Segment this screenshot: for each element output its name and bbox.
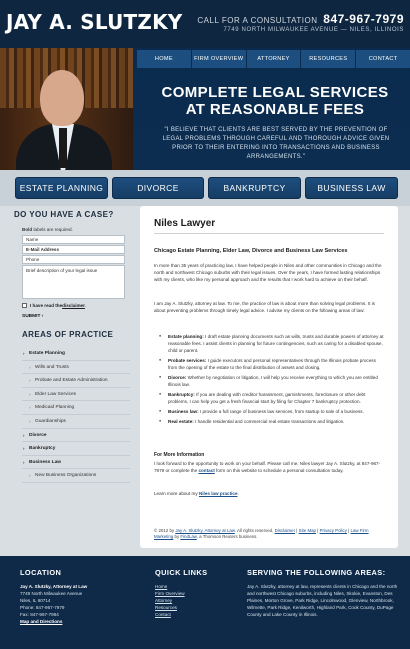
service-description: Whether by negotiation or litigation, I will help you receive everything to which you are entitled Illinois law. [168, 375, 378, 388]
service-bullet [164, 408, 386, 415]
disclaimer-footer-link[interactable]: Disclaimer [274, 528, 296, 533]
nav-firm-overview[interactable]: FIRM OVERVIEW [192, 50, 246, 68]
nav-contact[interactable]: CONTACT [356, 50, 410, 68]
service-bullet [164, 418, 386, 425]
about-paragraph: I am Jay A. Slutzky, attorney at law. To me, the practice of law is about more than solving legal problems. It is about preventing problems through timely legal advice. I advise my clients on the following areas of law: [154, 301, 375, 314]
contact-link[interactable]: contact [198, 468, 215, 474]
privacy-policy-link[interactable]: Privacy Policy [319, 528, 347, 533]
service-bullet [164, 333, 386, 355]
phone-field[interactable]: Phone [22, 255, 125, 264]
footer-service-areas [247, 568, 401, 618]
consultation-callout [197, 12, 404, 26]
location-fax: Fax: 847-967-7984 [20, 612, 59, 617]
copyright-text-d: , a Thomson Reuters business. [196, 534, 258, 540]
copyright-text-b: . All rights reserved. [234, 528, 275, 533]
service-term: Probate services: [168, 358, 207, 364]
content-card [140, 206, 398, 548]
chevron-right-icon: › [29, 378, 31, 384]
practice-area-item[interactable] [22, 429, 130, 443]
footer-link-resources[interactable]: Resources [155, 605, 177, 610]
practice-area-label: Business Law [29, 459, 61, 465]
practice-area-item[interactable] [22, 456, 130, 470]
required-note-rest: labels are required. [32, 227, 73, 232]
areas-of-practice-list [22, 347, 130, 483]
page-title: Niles Lawyer [154, 218, 216, 229]
location-city: Niles, IL 60714 [20, 598, 51, 603]
site-map-link[interactable]: Site Map [298, 528, 316, 533]
submit-button[interactable]: SUBMIT › [22, 314, 44, 319]
chevron-right-icon: › [29, 418, 31, 424]
practice-area-label: Estate Planning [29, 351, 65, 356]
business-law-button[interactable]: BUSINESS LAW [305, 177, 398, 199]
disclaimer-checkbox[interactable] [22, 303, 27, 308]
service-bullet [164, 357, 386, 371]
chevron-right-icon: › [29, 405, 31, 411]
learn-more-paragraph [154, 490, 386, 497]
copyright-firm-link[interactable]: Jay A. Slutzky, Attorney at Law [175, 528, 235, 533]
footer-link-attorney[interactable]: Attorney [155, 598, 173, 603]
copyright-text-c: by [173, 534, 181, 540]
hero-quote: "I BELIEVE THAT CLIENTS ARE BEST SERVED BY THE PREVENTION OF LEGAL PROBLEMS THROUGH CAREFUL AND THOROUGH ADVICE GIVEN PRIOR TO THEIR ENTERING INTO TRANSACTIONS AND BUSINESS ARRANGEMENTS." [162, 127, 390, 160]
findlaw-link[interactable]: FindLaw [180, 534, 197, 540]
hero-title-line2: AT REASONABLE FEES [185, 101, 365, 118]
divorce-button[interactable]: DIVORCE [112, 177, 204, 199]
niles-law-practice-link[interactable]: Niles law practice [198, 491, 238, 496]
practice-area-label: Elder Law Services [35, 391, 77, 397]
disclaimer-prefix: I have read the [30, 303, 63, 308]
location-firm: Jay A. Slutzky, Attorney at Law [20, 584, 88, 589]
service-bullet [164, 391, 386, 405]
service-areas-title: SERVING THE FOLLOWING AREAS: [247, 568, 386, 577]
chevron-right-icon: › [29, 364, 31, 370]
location-street: 7749 North Milwaukee Avenue [20, 591, 83, 596]
service-description: I guide executors and personal representatives through the Illinois probate process from the opening of the estate to the final distribution of assets and closing. [168, 358, 376, 371]
service-description: I provide a full range of business law services, from startup to sale of a business. [198, 408, 364, 414]
nav-attorney[interactable]: ATTORNEY [247, 50, 301, 68]
service-areas-text: Jay A. Slutzky, attorney at law, represents clients in Chicago and the north and northwest Chicago suburbs, including Niles, Skokie, Evanston, Des Plaines, Morton Grove, Park Ridge, Lincolnwood, Glenview, Northbrook, Wilmette, Park Ridge, Kenilworth, Highland Park, Cook County, DuPage County and Lake County in Illinois. [247, 584, 398, 617]
phone-number[interactable]: 847-967-7979 [323, 12, 404, 26]
service-description: I draft estate planning documents such as wills, trusts and durable powers of attorney at reasonable fees. I assist clients in planning for future contingencies, such as caring for a disabled spouse, child or parent. [168, 334, 384, 354]
practice-area-item[interactable] [22, 442, 130, 456]
practice-area-item[interactable] [22, 401, 130, 415]
more-info-heading: For More Information [154, 452, 205, 458]
contact-text-a: I look forward to the opportunity to work on your behalf. Please call me, Niles lawyer Jay A. Slutzky, at 847-967-7979 or complete the [154, 461, 381, 474]
copyright-notice: © 2012 by Jay A. Slutzky, Attorney at Law. All rights reserved. Disclaimer | Site Map | Privacy Policy | Law Firm Marketing by FindLaw, a Thomson Reuters business. [154, 528, 369, 540]
practice-area-item[interactable] [22, 415, 130, 429]
practice-area-label: Guardianships [35, 418, 66, 424]
header-address: 7749 NORTH MILWAUKEE AVENUE — NILES, ILLINOIS [223, 27, 404, 33]
footer-link-home[interactable]: Home [155, 584, 168, 589]
chevron-right-icon: › [23, 446, 25, 452]
site-header [0, 0, 410, 48]
chevron-right-icon: › [23, 351, 25, 356]
practice-area-label: Bankruptcy [29, 446, 56, 452]
footer-quick-links [155, 568, 207, 618]
case-form-title: DO YOU HAVE A CASE? [14, 210, 114, 219]
map-directions-link[interactable]: Map and Directions [20, 619, 63, 624]
nav-home[interactable]: HOME [137, 50, 191, 68]
site-footer [0, 556, 410, 649]
title-divider [154, 233, 384, 234]
hero-title-line1: COMPLETE LEGAL SERVICES [161, 84, 389, 101]
practice-area-item[interactable] [22, 347, 130, 361]
email-field[interactable]: E-Mail Address [22, 245, 125, 254]
practice-area-label: Wills and Trusts [35, 364, 69, 370]
copyright-text-a: © 2012 by [154, 528, 176, 533]
service-bullet [164, 374, 386, 388]
service-description: If you are dealing with creditor harassment, garnishments, foreclosure or other debt problems, I can help you get a fresh financial start by filing for Chapter 7 bankruptcy protection. [168, 391, 366, 405]
disclaimer-link[interactable]: disclaimer [62, 303, 85, 308]
service-term: Business law: [168, 408, 199, 414]
brand-logo[interactable]: JAY A. SLUTZKY [6, 10, 183, 34]
practice-area-item[interactable] [22, 374, 130, 388]
practice-area-bar [0, 170, 410, 206]
services-list [164, 333, 386, 427]
law-firm-marketing-link[interactable]: Law Firm Marketing [154, 528, 369, 540]
areas-of-practice-title: AREAS OF PRACTICE [22, 330, 114, 339]
intro-paragraph: In more than 35 years of practicing law, I have helped people in Niles and other communities in Chicago and the north and northwest Chicago suburbs with their legal issues. Over the years, I have formed lasting relationships with my clients, who like my personal approach and the results that I work hard to achieve on their behalf. [154, 263, 382, 283]
location-title: LOCATION [20, 568, 62, 577]
estate-planning-button[interactable]: ESTATE PLANNING [15, 177, 108, 199]
quick-links-title: QUICK LINKS [155, 568, 208, 577]
disclaimer-suffix: . [84, 303, 87, 308]
chevron-right-icon: › [29, 391, 31, 397]
disclaimer-row [22, 303, 86, 308]
practice-area-label: Probate and Estate Administration [35, 378, 108, 384]
nav-resources[interactable]: RESOURCES [301, 50, 355, 68]
learn-more-text: Learn more about my [154, 491, 199, 496]
content-subheading: Chicago Estate Planning, Elder Law, Divorce and Business Law Services [154, 248, 348, 254]
required-note [22, 227, 73, 232]
location-phone: Phone: 847-967-7979 [20, 605, 65, 610]
photo-tie [59, 128, 67, 168]
practice-area-label: New Business Organizations [35, 473, 97, 479]
cta-label: CALL FOR A CONSULTATION [197, 16, 318, 25]
practice-area-item[interactable] [22, 469, 130, 483]
chevron-right-icon: › [29, 473, 31, 479]
practice-area-label: Divorce [29, 432, 47, 438]
learn-more-end: . [237, 491, 239, 496]
chevron-right-icon: › [23, 459, 25, 465]
hero-title [160, 84, 390, 118]
footer-location [20, 568, 87, 625]
hero-banner [0, 48, 410, 170]
service-term: Bankruptcy: [168, 391, 195, 397]
contact-text-b: form on this website to schedule a personal consultation today. [214, 468, 344, 474]
name-field[interactable]: Name [22, 235, 125, 244]
bankruptcy-button[interactable]: BANKRUPTCY [208, 177, 301, 199]
service-term: Divorce: [168, 375, 187, 381]
main-nav [137, 50, 410, 68]
practice-area-item[interactable] [22, 388, 130, 402]
service-term: Real estate: [168, 418, 194, 424]
footer-link-firm-overview[interactable]: Firm Overview [155, 591, 185, 596]
practice-area-label: Medicaid Planning [35, 405, 75, 411]
practice-area-item[interactable] [22, 361, 130, 375]
chevron-right-icon: › [23, 432, 25, 438]
photo-head [40, 70, 84, 126]
required-note-bold: Bold [22, 227, 33, 232]
issue-description-textarea[interactable]: Brief description of your legal issue [22, 265, 125, 299]
footer-link-contact[interactable]: Contact [155, 612, 171, 617]
contact-paragraph [154, 460, 386, 474]
service-term: Estate planning: [168, 334, 204, 339]
attorney-photo [0, 48, 133, 170]
service-description: I handle residential and commercial real estate transactions and litigation. [193, 418, 345, 424]
